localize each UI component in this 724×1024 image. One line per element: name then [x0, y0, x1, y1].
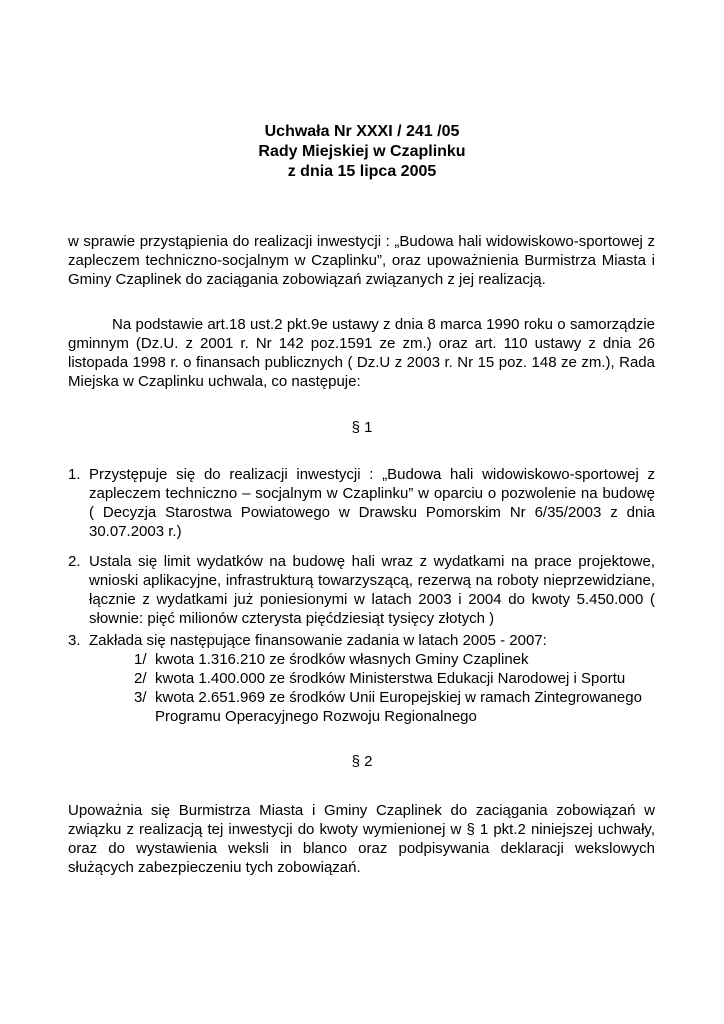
title-line-council: Rady Miejskiej w Czaplinku	[258, 143, 466, 160]
subject-paragraph: w sprawie przystąpienia do realizacji inwestycji : „Budowa hali widowiskowo-sportowej z zapleczem techniczno-socjalnym w Czaplinku”, oraz upoważnienia Burmistrza Miasta i Gminy Czaplinek do zaciągania zobowiązań związanych z jej realizacją.	[68, 233, 655, 288]
section-2-heading: § 2	[351, 753, 373, 770]
list-item-text: Zakłada się następujące finansowanie zadania w latach 2005 - 2007:	[89, 632, 547, 649]
list-item-number: 2.	[68, 553, 81, 570]
resolution-title	[0, 122, 724, 182]
list-item	[68, 552, 655, 628]
funding-sublist	[134, 650, 655, 726]
sublist-item-number: 3/	[134, 689, 147, 706]
list-item-number: 1.	[68, 466, 81, 483]
list-item	[68, 465, 655, 541]
sublist-item-number: 1/	[134, 651, 147, 668]
sublist-item-text: kwota 1.400.000 ze środków Ministerstwa Edukacji Narodowej i Sportu	[155, 670, 626, 687]
list-item	[68, 631, 655, 726]
sublist-item-number: 2/	[134, 670, 147, 687]
sublist-item-text: kwota 1.316.210 ze środków własnych Gminy Czaplinek	[155, 651, 529, 668]
sublist-item-text: kwota 2.651.969 ze środków Unii Europejskiej w ramach Zintegrowanego Programu Operacyjnego Rozwoju Regionalnego	[155, 689, 642, 725]
list-item-text: Przystępuje się do realizacji inwestycji : „Budowa hali widowiskowo-sportowej z zapleczem techniczno – socjalnym w Czaplinku” w oparciu o pozwolenie na budowę ( Decyzja Starostwa Powiatowego w Drawsku Pomorskim Nr 6/35/2003 z dnia 30.07.2003 r.)	[89, 466, 655, 540]
section-1-heading: § 1	[351, 419, 373, 436]
sublist-item	[134, 650, 655, 669]
sublist-item	[134, 669, 655, 688]
title-line-date: z dnia 15 lipca 2005	[287, 163, 437, 180]
sublist-item	[134, 688, 655, 726]
list-item-number: 3.	[68, 632, 81, 649]
section-2-paragraph: Upoważnia się Burmistrza Miasta i Gminy Czaplinek do zaciągania zobowiązań w związku z realizacją tej inwestycji do kwoty wymienionej w § 1 pkt.2 niniejszej uchwały, oraz do wystawienia weksli in blanco oraz podpisywania deklaracji wekslowych służących zabezpieczeniu tych zobowiązań.	[68, 802, 655, 876]
title-line-number: Uchwała Nr XXXI / 241 /05	[264, 123, 460, 140]
list-item-text: Ustala się limit wydatków na budowę hali wraz z wydatkami na prace projektowe, wnioski aplikacyjne, infrastrukturą towarzyszącą, rezerwą na roboty nieprzewidziane, łącznie z wydatkami już poniesionymi w latach 2003 i 2004 do kwoty 5.450.000 ( słownie: pięć milionów czterysta pięćdziesiąt tysięcy złotych )	[89, 553, 655, 627]
legal-basis-paragraph: Na podstawie art.18 ust.2 pkt.9e ustawy z dnia 8 marca 1990 roku o samorządzie gminnym (Dz.U. z 2001 r. Nr 142 poz.1591 ze zm.) oraz art. 110 ustawy z dnia 26 listopada 1998 r. o finansach publicznych ( Dz.U z 2003 r. Nr 15 poz. 148 ze zm.), Rada Miejska w Czaplinku uchwala, co następuje:	[68, 316, 655, 390]
